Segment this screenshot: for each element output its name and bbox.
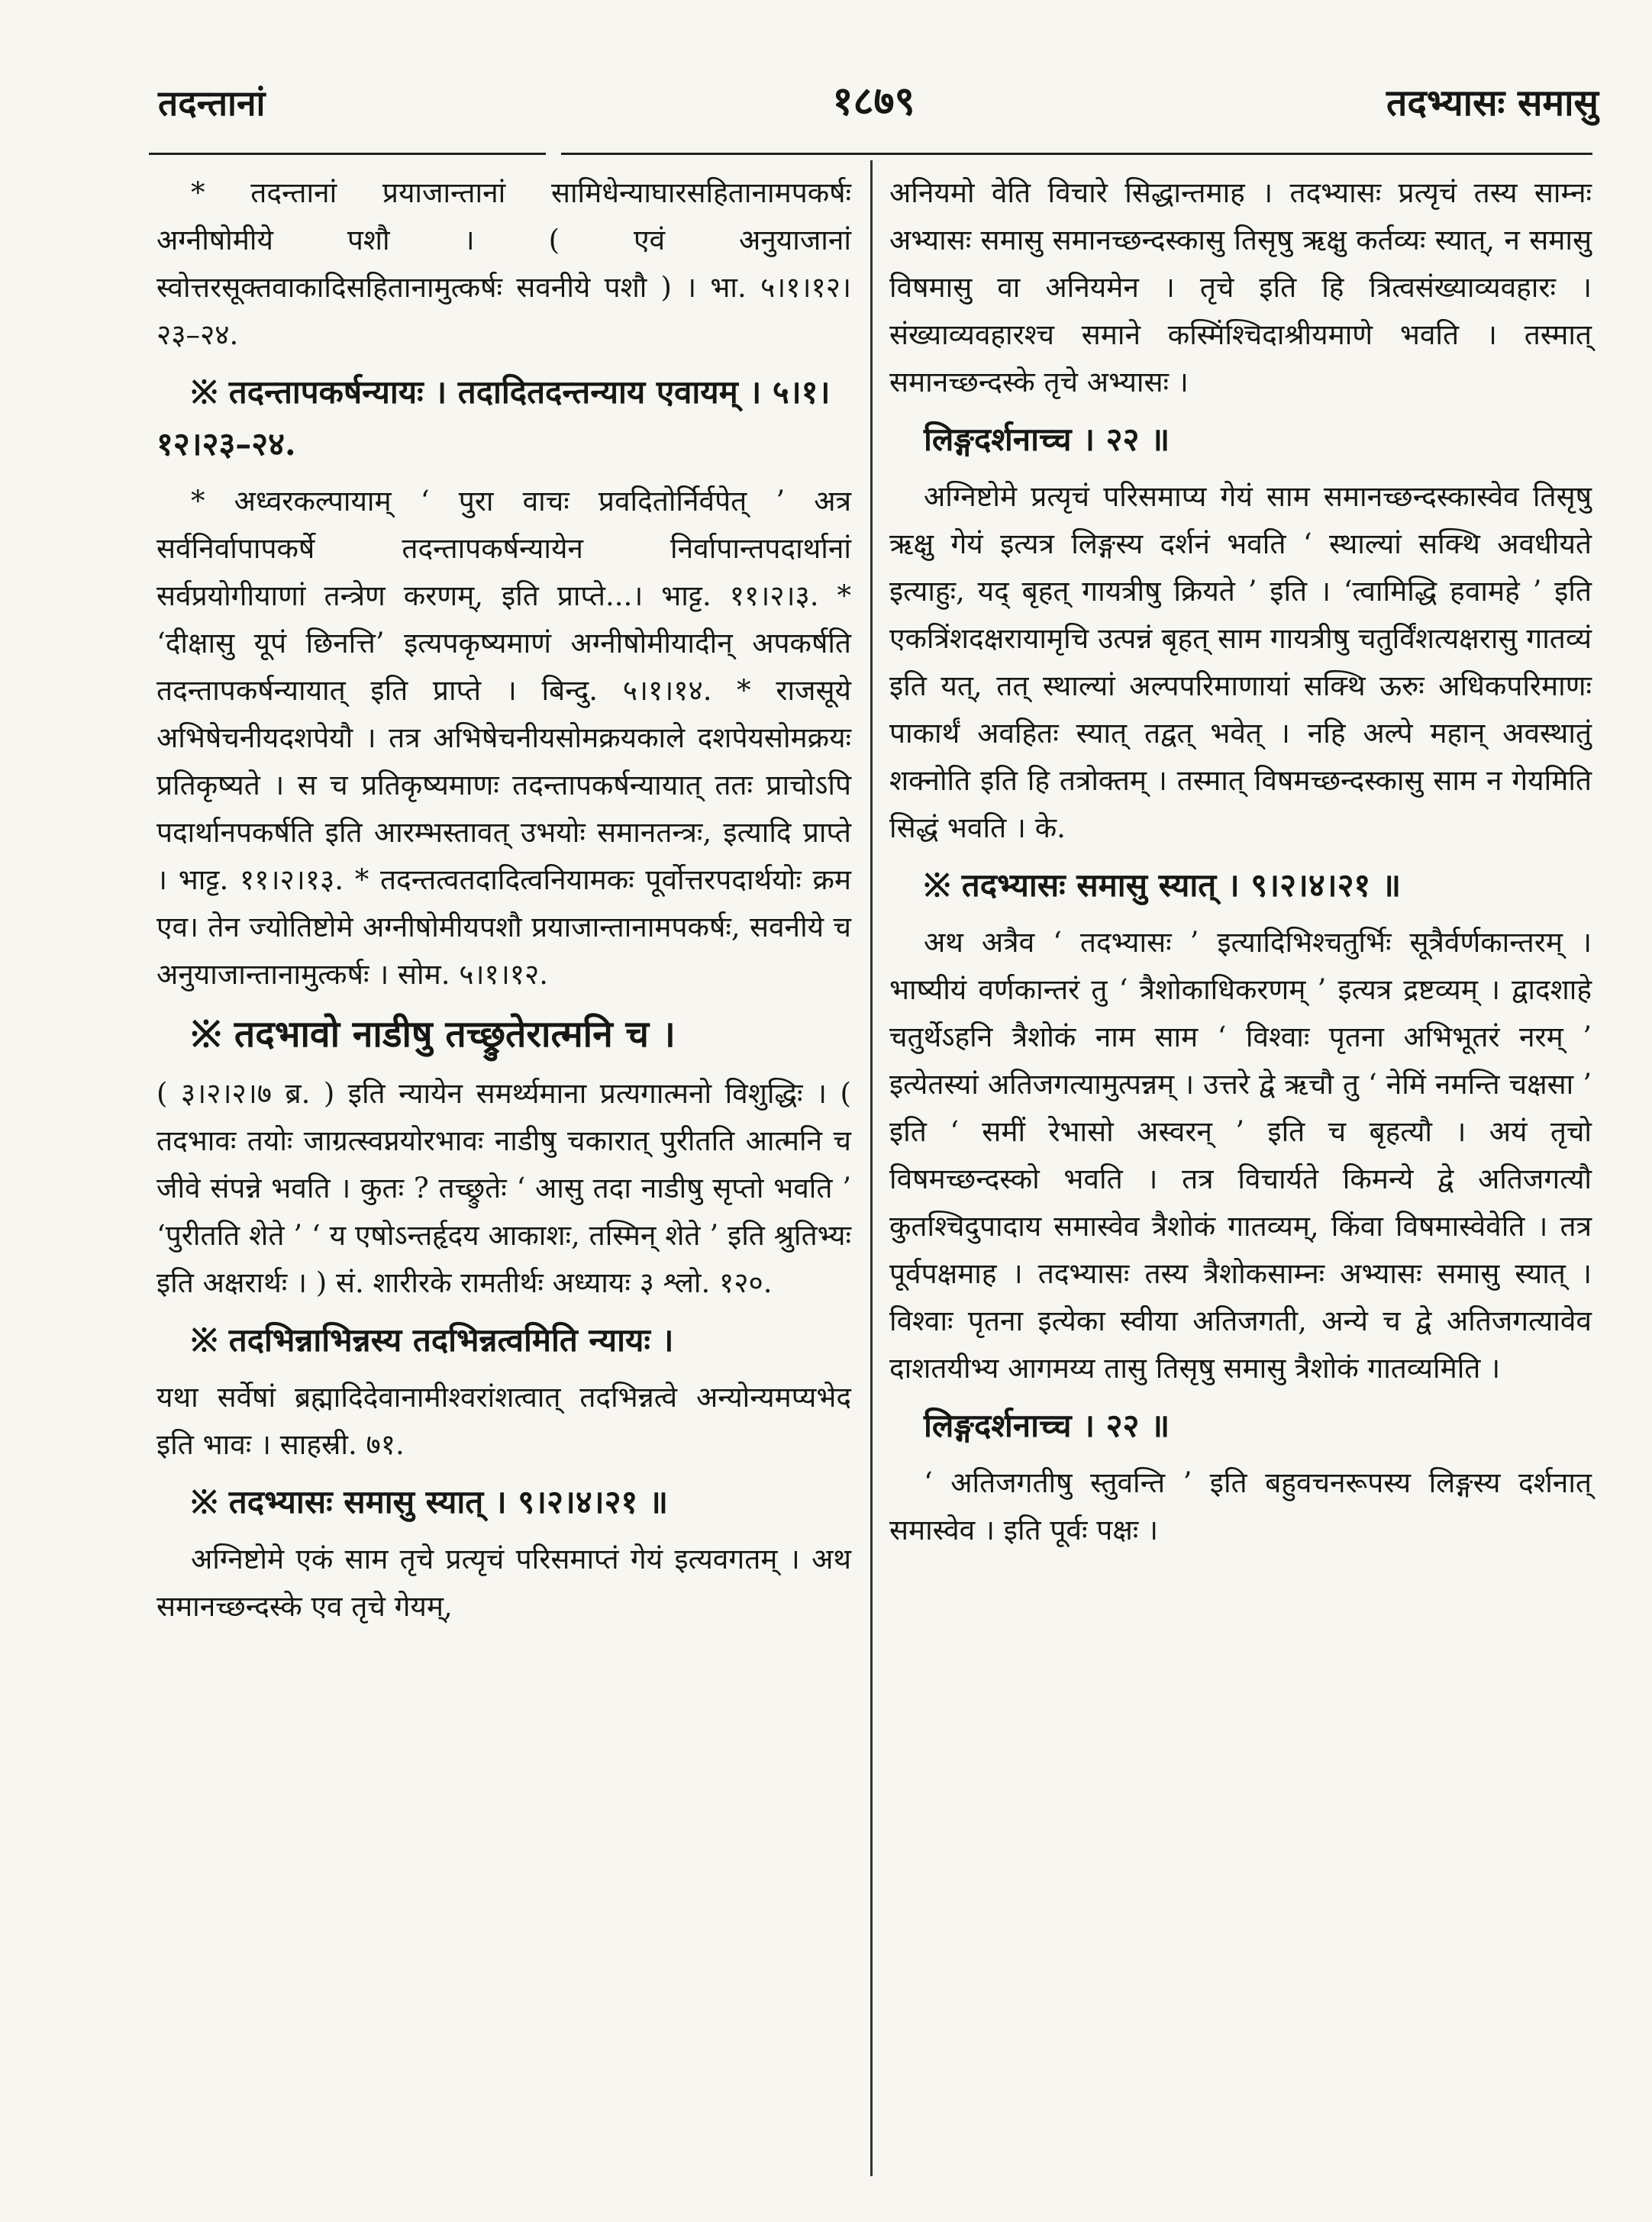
paragraph: अनियमो वेति विचारे सिद्धान्तमाह । तदभ्यासः प्रत्यृचं तस्य साम्नः अभ्यासः समासु समानच्छन्दस्कासु तिसृषु ऋक्षु कर्तव्यः स्यात्, न समासु विषमासु वा अनियमेन । तृचे इति हि त्रित्वसंख्याव्यवहारः । संख्याव्यवहारश्च समाने कस्मिंश्चिदाश्रीयमाणे भवति । तस्मात् समानच्छन्दस्के तृचे अभ्यासः ।	[889, 176, 1592, 398]
entry-heading: ※ तदभिन्नाभिन्नस्य तदभिन्नत्वमिति न्यायः ।	[191, 1321, 674, 1359]
paragraph: * अध्वरकल्पायाम् ‘ पुरा वाचः प्रवदितोर्निर्वपेत् ’ अत्र सर्वनिर्वापापकर्षे तदन्तापकर्षन्यायेन निर्वापान्तपदार्थानां सर्वप्रयोगीयाणां तन्त्रेण करणम्, इति प्राप्ते...। भाट्ट. ११।२।३. * ‘दीक्षासु यूपं छिनत्ति’ इत्यपकृष्यमाणं अग्नीषोमीयादीन् अपकर्षति तदन्तापकर्षन्यायात् इति प्राप्ते । बिन्दु. ५।१।१४. * राजसूये अभिषेचनीयदशपेयौ । तत्र अभिषेचनीयसोमक्रयकाले दशपेयसोमक्रयः प्रतिकृष्यते । स च प्रतिकृष्यमाणः तदन्तापकर्षन्यायात् ततः प्राचोऽपि पदार्थानपकर्षति इति आरम्भस्तावत् उभयोः समानतन्त्रः, इत्यादि प्राप्ते । भाट्ट. ११।२।१३. * तदन्तत्वतदादित्वनियामकः पूर्वोत्तरपदार्थयोः क्रम एव। तेन ज्योतिष्टोमे अग्नीषोमीयपशौ प्रयाजान्तानामपकर्षः, सवनीये च अनुयाजान्तानामुत्कर्षः । सोम. ५।१।१२.	[156, 485, 851, 991]
paragraph: ‘ अतिजगतीषु स्तुवन्ति ’ इति बहुवचनरूपस्य लिङ्गस्य दर्शनात् समास्वेव । इति पूर्वः पक्षः ।	[889, 1466, 1592, 1546]
paragraph: अथ अत्रैव ‘ तदभ्यासः ’ इत्यादिभिश्चतुर्भिः सूत्रैर्वर्णकान्तरम् । भाष्यीयं वर्णकान्तरं तु ‘ त्रैशोकाधिकरणम् ’ इत्यत्र द्रष्टव्यम् । द्वादशाहे चतुर्थेऽहनि त्रैशोकं नाम साम ‘ विश्वाः पृतना अभिभूतरं नरम् ’ इत्येतस्यां अतिजगत्यामुत्पन्नम् । उत्तरे द्वे ऋचौ तु ‘ नेमिं नमन्ति चक्षसा ’ इति ‘ समीं रेभासो अस्वरन् ’ इति च बृहत्यौ । अयं तृचो विषमच्छन्दस्को भवति । तत्र विचार्यते किमन्ये द्वे अतिजगत्यौ कुतश्चिदुपादाय समास्वेव त्रैशोकं गातव्यम्, किंवा विषमास्वेवेति । तत्र पूर्वपक्षमाह । तदभ्यासः तस्य त्रैशोकसाम्नः अभ्यासः समासु स्यात् । विश्वाः पृतना इत्येका स्वीया अतिजगती, अन्ये च द्वे अतिजगत्यावेव दाशतयीभ्य आगमय्य तासु तिसृषु समासु त्रैशोकं गातव्यमिति ।	[889, 926, 1592, 1385]
entry-heading: ※ तदभ्यासः समासु स्यात् । ९।२।४।२१ ॥	[924, 866, 1402, 904]
column-divider	[870, 160, 873, 2176]
page-header	[149, 73, 1599, 134]
paragraph: * तदन्तानां प्रयाजान्तानां सामिधेन्याघारसहितानामपकर्षः अग्नीषोमीये पशौ । ( एवं अनुयाजानां स्वोत्तरसूक्तवाकादिसहितानामुत्कर्षः सवनीये पशौ ) । भा. ५।१।१२।२३–२४.	[156, 176, 851, 351]
paragraph: यथा सर्वेषां ब्रह्मादिदेवानामीश्वरांशत्वात् तदभिन्नत्वे अन्योन्यमप्यभेद इति भावः । साहस्री. ७१.	[156, 1381, 851, 1461]
header-rule-right	[561, 153, 1592, 155]
entry-heading: ※ तदन्तापकर्षन्यायः । तदादितदन्तन्याय एवायम् । ५।१।१२।२३–२४.	[156, 373, 831, 463]
entry-heading: ※ तदभावो नाडीषु तच्छ्रुतेरात्मनि च ।	[191, 1013, 676, 1056]
running-head-left: तदन्तानां	[158, 82, 266, 124]
paragraph: अग्निष्टोमे एकं साम तृचे प्रत्यृचं परिसमाप्तं गेयं इत्यवगतम् । अथ समानच्छन्दस्के एव तृचे गेयम्,	[156, 1543, 851, 1623]
right-column	[889, 169, 1592, 1562]
entry-heading: ※ तदभ्यासः समासु स्यात् । ९।२।४।२१ ॥	[191, 1483, 669, 1521]
page-number: १८७९	[832, 78, 915, 124]
paragraph: ( ३।२।२।७ ब्र. ) इति न्यायेन समर्थ्यमाना प्रत्यगात्मनो विशुद्धिः । ( तदभावः तयोः जाग्रत्स्वप्नयोरभावः नाडीषु चकारात् पुरीतति आत्मनि च जीवे संपन्ने भवति । कुतः ? तच्छ्रुतेः ‘ आसु तदा नाडीषु सृप्तो भवति ’ ‘पुरीतति शेते ’ ‘ य एषोऽन्तर्हृदय आकाशः, तस्मिन् शेते ’ इति श्रुतिभ्यः इति अक्षरार्थः । ) सं. शारीरके रामतीर्थः अध्यायः ३ श्लो. १२०.	[156, 1077, 851, 1299]
paragraph: अग्निष्टोमे प्रत्यृचं परिसमाप्य गेयं साम समानच्छन्दस्कास्वेव तिसृषु ऋक्षु गेयं इत्यत्र लिङ्गस्य दर्शनं भवति ‘ स्थाल्यां सक्थि अवधीयते इत्याहुः, यद् बृहत् गायत्रीषु क्रियते ’ इति । ‘त्वामिद्धि हवामहे ’ इति एकत्रिंशदक्षरायामृचि उत्पन्नं बृहत् साम गायत्रीषु चतुर्विंशत्यक्षरासु गातव्यं इति यत्, तत् स्थाल्यां अल्पपरिमाणायां सक्थि ऊरुः अधिकपरिमाणः पाकार्थं अवहितः स्यात् तद्वत् भवेत् । नहि अल्पे महान् अवस्थातुं शक्नोति इति हि तत्रोक्तम् । तस्मात् विषमच्छन्दस्कासु साम न गेयमिति सिद्धं भवति । के.	[889, 480, 1592, 844]
entry-heading: लिङ्गदर्शनाच्च । २२ ॥	[924, 421, 1170, 458]
entry-heading: लिङ्गदर्शनाच्च । २२ ॥	[924, 1407, 1170, 1444]
left-column	[156, 169, 851, 1638]
running-head-right: तदभ्यासः समासु	[1386, 82, 1599, 124]
header-rule-left	[149, 153, 546, 155]
